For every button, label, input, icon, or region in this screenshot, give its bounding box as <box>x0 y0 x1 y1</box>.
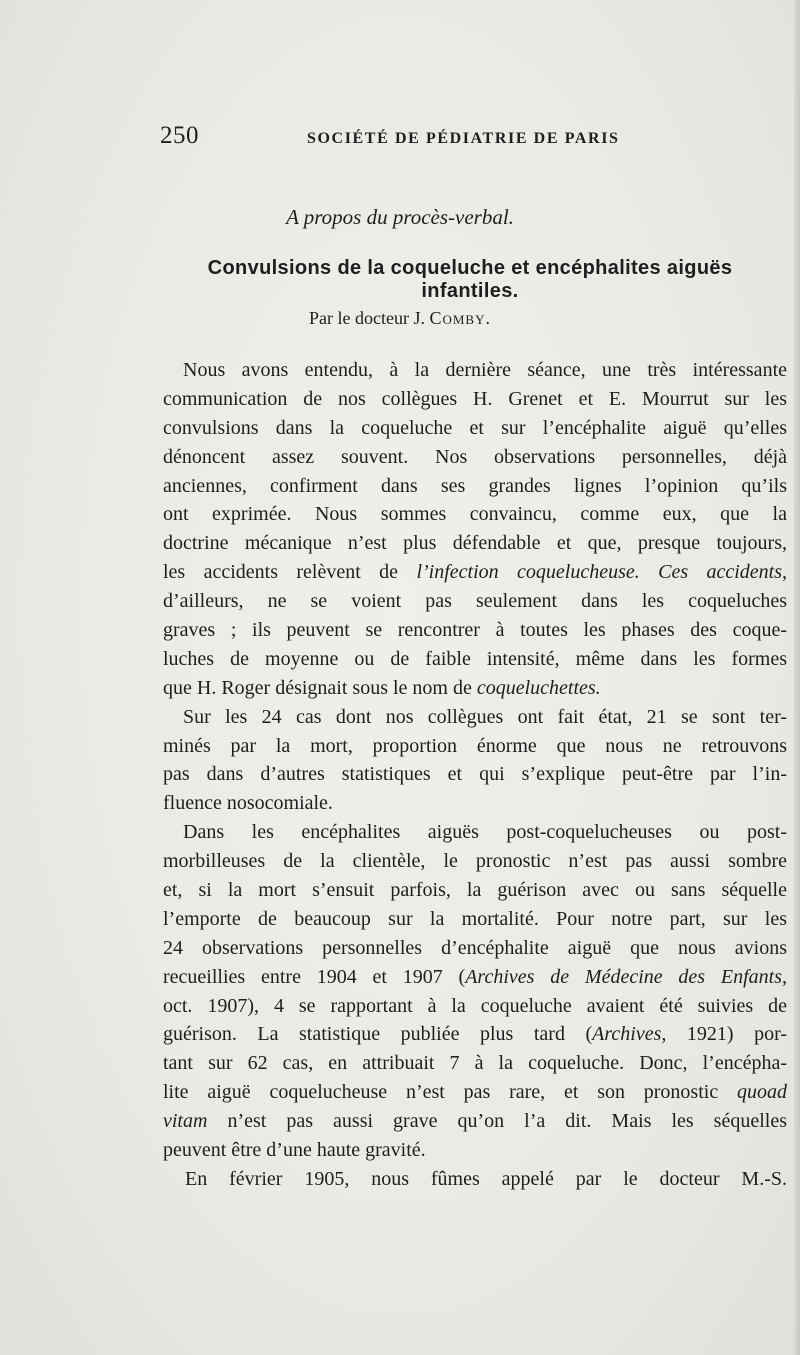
text-line <box>163 963 787 992</box>
text-line: d’ailleurs, ne se voient pas seulement dans les coqueluches <box>163 590 787 613</box>
text-line: convulsions dans la coqueluche et sur l’encéphalite aiguë qu’elles <box>163 416 787 439</box>
text-line: graves ; ils peuvent se rencontrer à toutes les phases des coque- <box>163 619 787 642</box>
emphasis: Archives, <box>592 1023 667 1046</box>
article-author <box>0 308 800 329</box>
text-line: anciennes, confirment dans ses grandes lignes l’opinion qu’ils <box>163 474 787 497</box>
text-line: 24 observations personnelles d’encéphalite aiguë que nous avions <box>163 936 787 959</box>
text-line <box>163 558 787 587</box>
text-segment: n’est pas aussi grave qu’on l’a dit. Mais les séquelles <box>207 1110 787 1133</box>
author-name: Comby. <box>429 308 491 328</box>
text-segment: 1921) por- <box>666 1023 787 1046</box>
text-line: Sur les 24 cas dont nos collègues ont fait état, 21 se sont ter- <box>183 705 787 728</box>
article-title: Convulsions de la coqueluche et encéphalites aiguës infantiles. <box>207 257 733 302</box>
text-line: dénoncent assez souvent. Nos observations personnelles, déjà <box>163 445 787 468</box>
text-segment: guérison. La statistique publiée plus tard ( <box>163 1023 593 1046</box>
text-segment: les accidents relèvent de <box>163 561 399 584</box>
text-line <box>163 1078 787 1107</box>
text-line: communication de nos collègues H. Grenet et E. Mourrut sur les <box>163 387 787 410</box>
text-line <box>163 1020 787 1049</box>
emphasis: coqueluchettes. <box>476 676 601 699</box>
page-number: 250 <box>160 122 199 149</box>
text-line: et, si la mort s’ensuit parfois, la guérison avec ou sans séquelle <box>163 879 787 902</box>
emphasis: Archives de Médecine des Enfants, <box>465 965 787 988</box>
text-line <box>163 674 787 703</box>
page-edge <box>794 0 800 1355</box>
emphasis: vitam <box>163 1110 208 1133</box>
running-title: SOCIÉTÉ DE PÉDIATRIE DE PARIS <box>307 130 620 147</box>
text-line: Nous avons entendu, à la dernière séance, une très intéressante <box>183 359 787 381</box>
text-line: doctrine mécanique n’est plus défendable et que, presque toujours, <box>163 532 787 555</box>
text-line: ont exprimée. Nous sommes convaincu, comme eux, que la <box>163 503 787 526</box>
text-line: pas dans d’autres statistiques et qui s’explique peut-être par l’in- <box>163 763 787 786</box>
text-line: peuvent être d’une haute gravité. <box>163 1139 426 1162</box>
text-line: morbilleuses de la clientèle, le pronostic n’est pas aussi sombre <box>163 850 787 873</box>
emphasis: quoad <box>737 1081 788 1104</box>
text-line: oct. 1907), 4 se rapportant à la coqueluche avaient été suivies de <box>163 994 787 1017</box>
text-segment: que H. Roger désignait sous le nom de <box>163 676 472 699</box>
text-line <box>163 1107 787 1136</box>
text-segment: lite aiguë coquelucheuse n’est pas rare, et son pronostic <box>163 1081 719 1104</box>
text-line: En février 1905, nous fûmes appelé par le docteur M.-S. <box>185 1167 787 1190</box>
text-segment: recueillies entre 1904 et 1907 ( <box>163 965 466 988</box>
text-line: l’emporte de beaucoup sur la mortalité. Pour notre part, sur les <box>163 907 787 930</box>
article-body <box>163 356 787 1194</box>
text-line: fluence nosocomiale. <box>163 792 333 815</box>
emphasis: use. Ces accidents, <box>608 561 788 584</box>
text-line: tant sur 62 cas, en attribuait 7 à la coqueluche. Donc, l’encépha- <box>163 1052 787 1075</box>
text-line: luches de moyenne ou de faible intensité, même dans les formes <box>163 647 787 670</box>
text-line: minés par la mort, proportion énorme que nous ne retrouvons <box>163 734 787 757</box>
article-subtitle: A propos du procès-verbal. <box>286 205 514 229</box>
text-line: Dans les encéphalites aiguës post-coquelucheuses ou post- <box>183 821 787 844</box>
author-prefix: Par le docteur J. <box>309 308 425 328</box>
running-header <box>160 122 780 158</box>
emphasis: l’infection coqueluche <box>416 561 609 584</box>
